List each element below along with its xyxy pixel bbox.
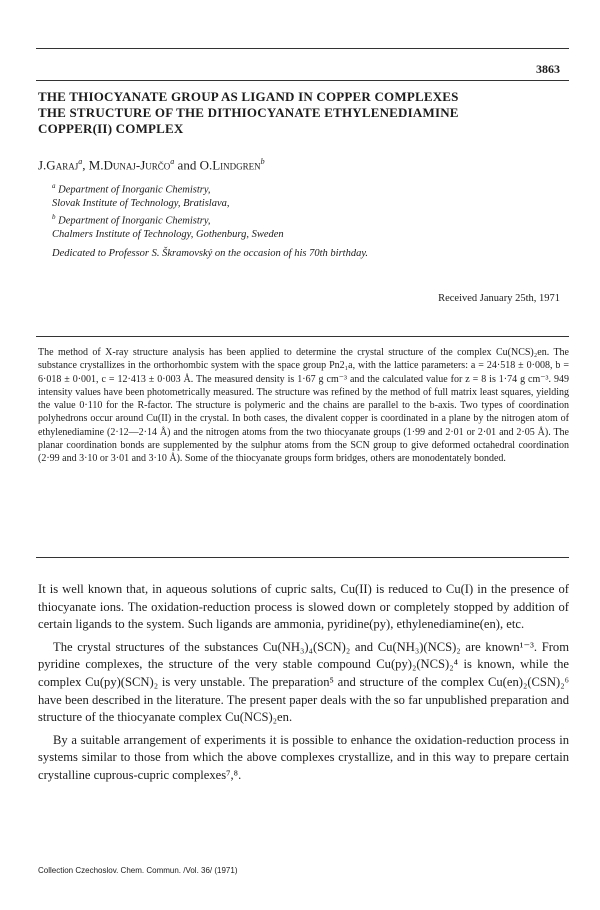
journal-footer: Collection Czechoslov. Chem. Commun. /Vol. 36/ (1971) — [38, 866, 238, 875]
body-paragraph-2: The crystal structures of the substances Cu(NH₃)₄(SCN)₂ and Cu(NH₃)(NCS)₂ are known¹⁻³. From pyridine complexes, the structure of the very stable compound Cu(py)₂(NCS)₂⁴ is known, while the complex Cu(py)(SCN)₂ is very unstable. The preparation⁵ and structure of the complex Cu(en)₂(CSN)₂⁶ have been described in the literature. The present paper deals with the so far unpublished preparation and structure of the thiocyanate complex Cu(NCS)₂en. — [38, 639, 569, 725]
author-1: J.Garaj — [38, 157, 79, 173]
title-line-2: THE STRUCTURE OF THE DITHIOCYANATE ETHYLENEDIAMINE — [38, 105, 459, 120]
affiliation-a-line-1: $^a$ Department of Inorganic Chemistry, — [52, 182, 211, 196]
affiliation-b-line-2: Chalmers Institute of Technology, Gothenburg, Sweden — [52, 228, 284, 240]
affiliation-b-line-1: $^b$ Department of Inorganic Chemistry, — [52, 212, 211, 226]
abstract: The method of X-ray structure analysis has been applied to determine the crystal structure of the complex Cu(NCS)₂en. The substance crystallizes in the orthorhombic system with the space group Pn2₁a, with the lattice parameters: a = 24·518 ± 0·008, b = 6·018 ± 0·001, c = 12·413 ± 0·003 Å. The measured density is 1·67 g cm⁻³ and the calculated value for z = 8 is 1·74 g cm⁻³. 949 intensity values have been photometrically measured. The structure was refined by the method of full matrix least squares, yielding the value 0·110 for the R-factor. The structure is polymeric and the chains are parallel to the b-axis. Two types of coordination polyhedrons occur around Cu(II) in the crystal. In both cases, the divalent copper is coordinated in a plane by the nitrogen atom of ethylenediamine (2·12—2·14 Å) and the nitrogen atoms from the two thiocyanate groups (1·99 and 2·01 or 2·01 and 2·05 Å). The planar coordination bonds are supplemented by the sulphur atoms from the SCN group to give deformed octahedral coordination (2·99 and 3·10 or 3·01 and 3·10 Å). Some of the thiocyanate groups form bridges, others are monodentately bonded. — [38, 347, 569, 464]
title-line-1: THE THIOCYANATE GROUP AS LIGAND IN COPPER COMPLEXES — [38, 89, 459, 104]
article-title — [38, 89, 568, 137]
dedication: Dedicated to Professor S. Škramovský on the occasion of his 70th birthday. — [52, 248, 369, 259]
page-number: 3863 — [536, 62, 560, 76]
body-paragraph-3: By a suitable arrangement of experiments it is possible to enhance the oxidation-reduction process in systems similar to those from which the above complexes crystallize, and in this way to prepare certain crystalline cuprous-cupric complexes⁷,⁸. — [38, 732, 569, 782]
author-conjunction: and — [174, 157, 200, 173]
author-2: M.Dunaj-Jurčo — [88, 157, 171, 173]
affiliation-b-mark: b — [52, 212, 56, 221]
author-3: O.Lindgren — [199, 157, 261, 173]
affiliation-a-mark: a — [52, 182, 56, 190]
body-paragraph-1: It is well known that, in aqueous solutions of cupric salts, Cu(II) is reduced to Cu(I) in the presence of thiocyanate ions. The oxidation-reduction process is slowed down or completely stopped by addition of certain ligands to the system. Such ligands are ammonia, pyridine(py), ethylenediamine(en), etc. — [38, 582, 569, 632]
body-text — [38, 581, 569, 790]
author-2-mark: a — [170, 157, 175, 166]
title-rule — [36, 80, 569, 81]
abstract-top-rule — [36, 336, 569, 337]
received-date: Received January 25th, 1971 — [438, 293, 560, 304]
header-rule — [36, 48, 569, 49]
author-list: J.Garaj$^a$, M.Dunaj-Jurčo$^a$ and O.Lindgren$^b$ — [38, 157, 265, 173]
author-1-mark: a — [78, 157, 83, 166]
affiliation-a-line-2: Slovak Institute of Technology, Bratislava, — [52, 198, 230, 209]
author-3-mark: b — [260, 157, 265, 166]
abstract-bottom-rule — [36, 557, 569, 558]
title-line-3: COPPER(II) COMPLEX — [38, 121, 184, 136]
affiliations — [52, 180, 284, 241]
